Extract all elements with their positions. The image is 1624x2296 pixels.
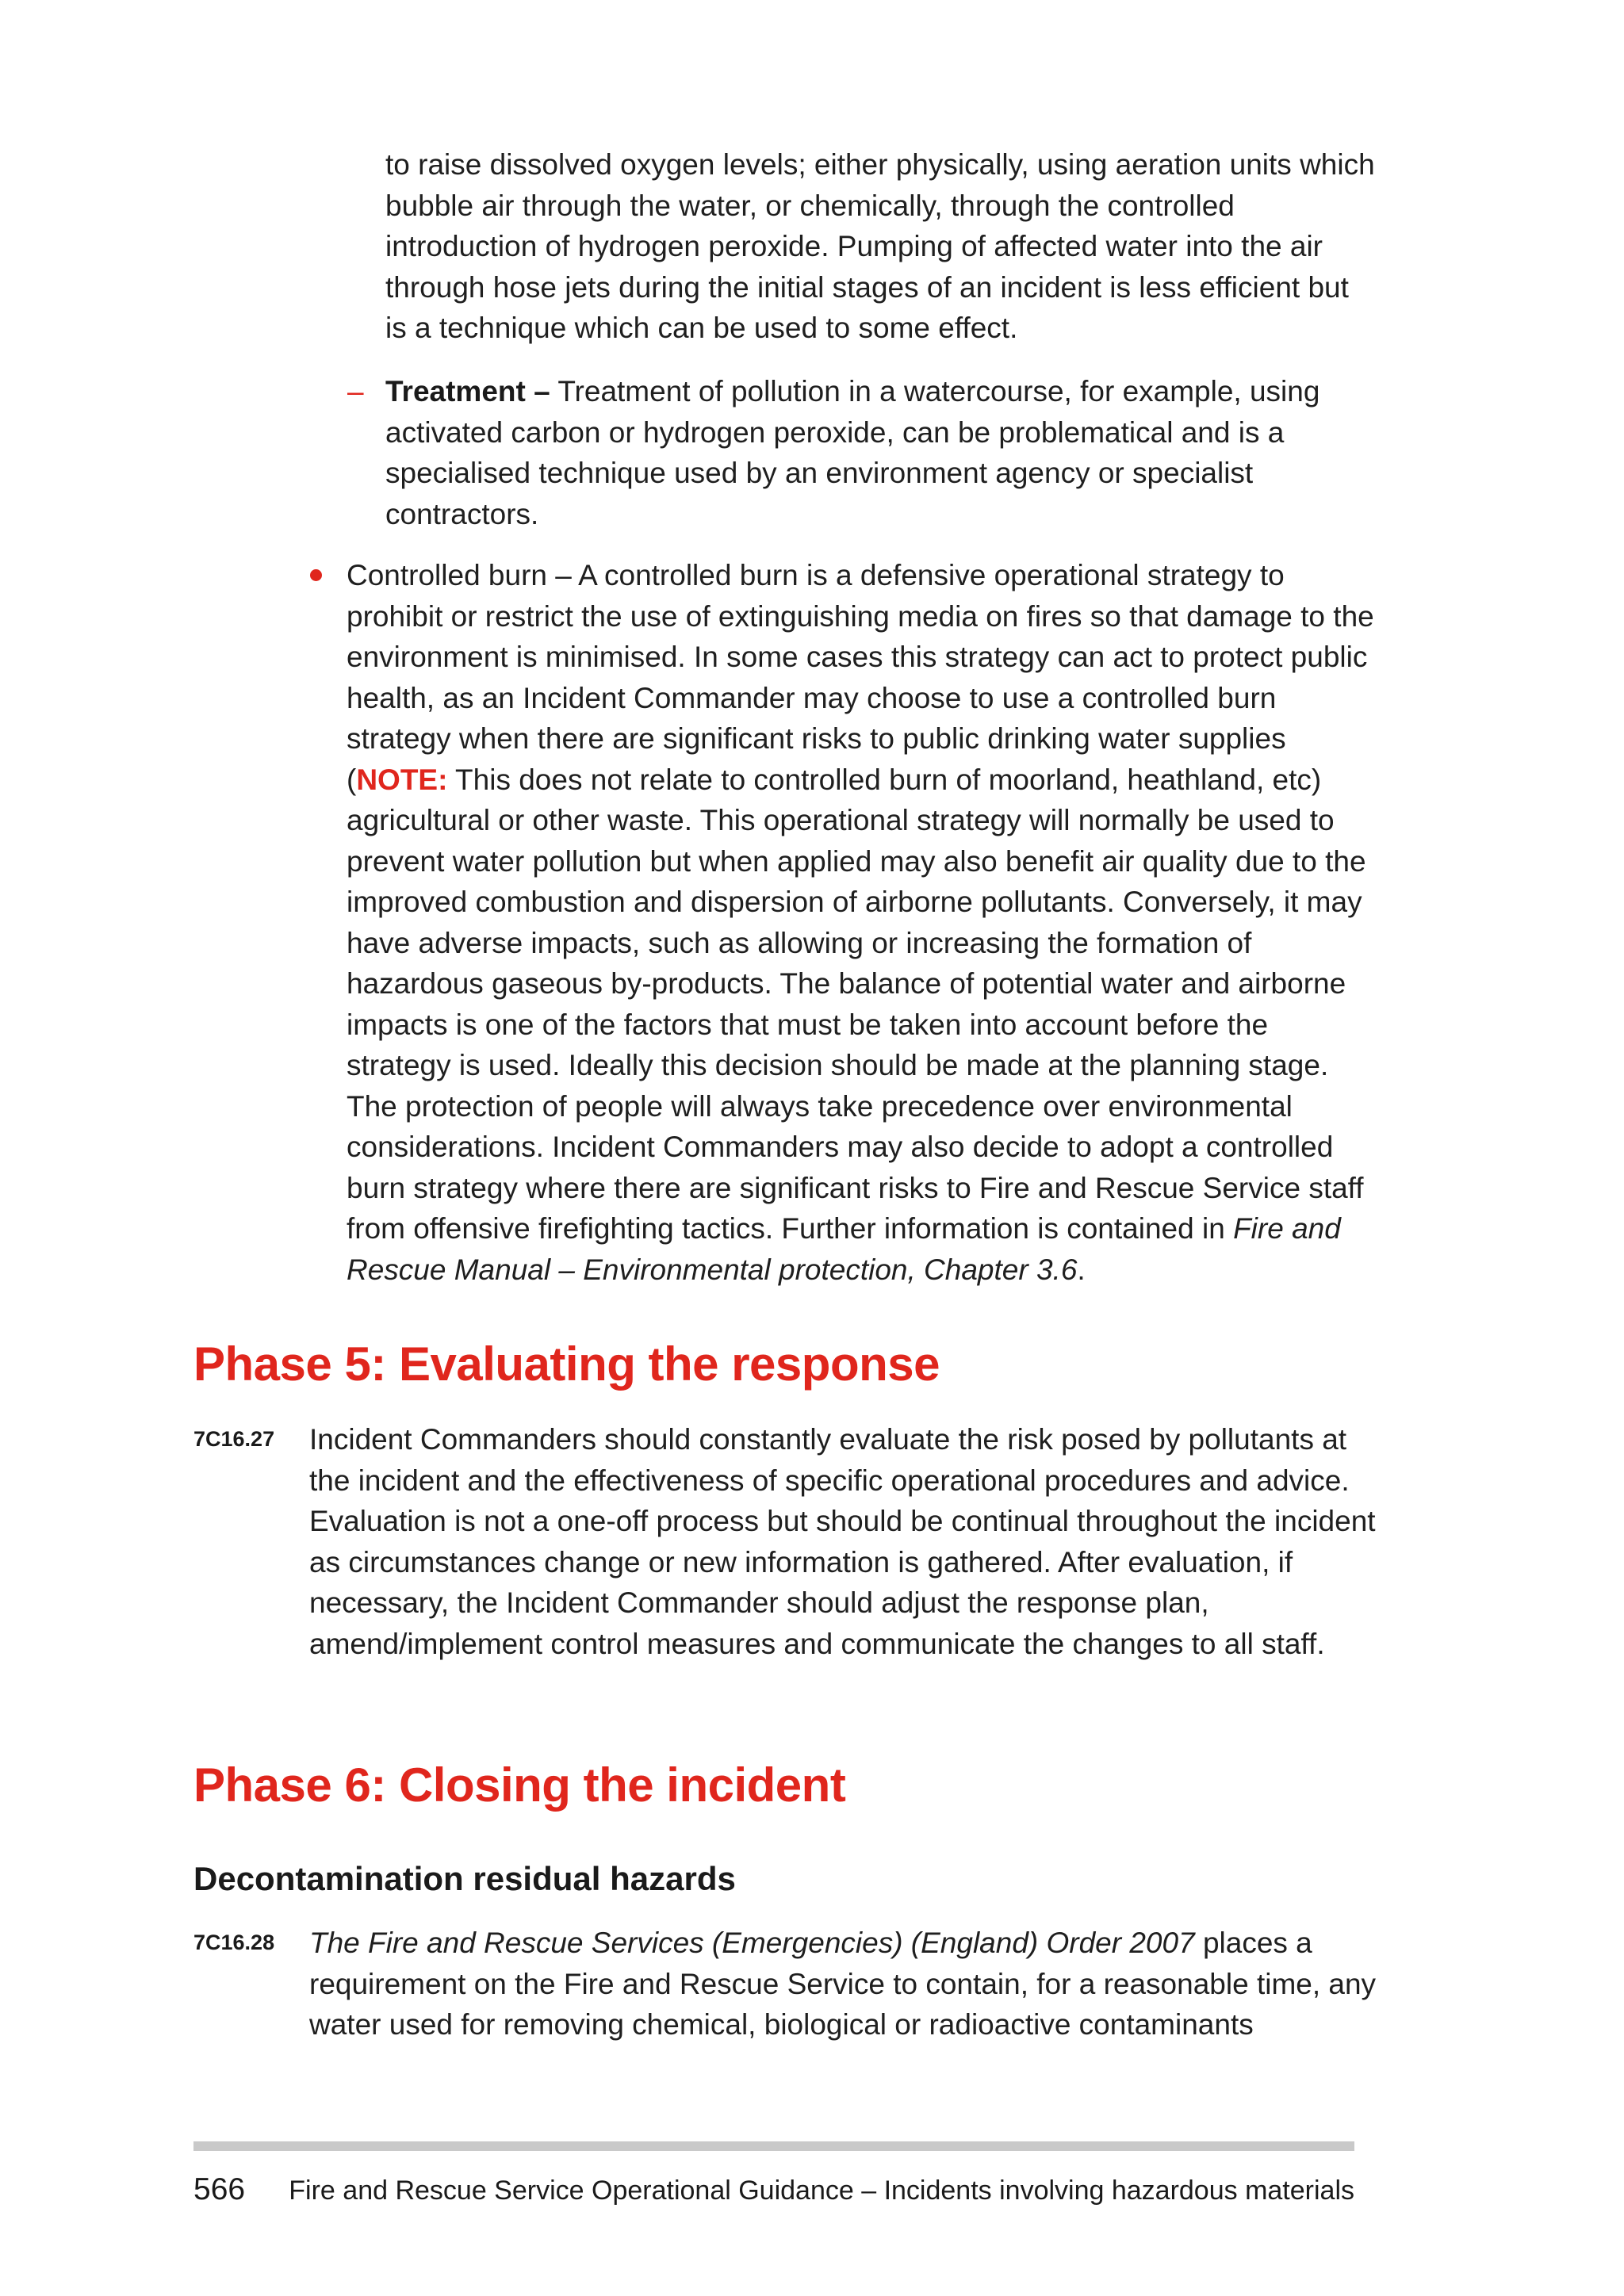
treatment-list-item: [347, 371, 1377, 534]
order-title: The Fire and Rescue Services (Emergencies) (England) Order 2007: [309, 1927, 1195, 1959]
treatment-term: Treatment –: [385, 375, 550, 408]
treatment-text: Treatment of pollution in a watercourse, for example, using activated carbon or hydrogen peroxide, can be problematical and is a specialised technique used by an environment agency or specialist contractors.: [385, 375, 1320, 530]
continuation-text: to raise dissolved oxygen levels; either physically, using aeration units which bubble air through the water, or chemically, through the controlled introduction of hydrogen peroxide. Pumping of affected water into the air through hose jets during the initial stages of an incident is less efficient but is a technique which can be used to some effect.: [385, 148, 1375, 344]
footer-title: Fire and Rescue Service Operational Guidance – Incidents involving hazardous materials: [289, 2175, 1354, 2206]
manual-reference: Fire and Rescue Manual – Environmental protection, Chapter 3.6: [347, 1212, 1341, 1286]
paragraph-number-7c16-28: 7C16.28: [193, 1931, 275, 1954]
controlled-burn-text: Controlled burn – A controlled burn is a defensive operational strategy to prohibit or restrict the use of extinguishing media on fires so that damage to the environment is minimised. In some cases this strategy can act to protect public health, as an Incident Commander may choose to use a controlled burn strategy when there are significant risks to public drinking water supplies (: [347, 559, 1374, 796]
treatment-paragraph: [385, 371, 1377, 534]
page-number: 566: [193, 2172, 246, 2206]
sentence-end: .: [1077, 1253, 1086, 1286]
phase-6-heading: Phase 6: Closing the incident: [193, 1758, 846, 1812]
continuation-paragraph: [385, 144, 1377, 349]
controlled-burn-text-continued: This does not relate to controlled burn of moorland, heathland, etc) agricultural or other waste. This operational strategy will normally be used to prevent water pollution but when applied may also benefit air quality due to the improved combustion and dispersion of airborne pollutants. Conversely, it may have adverse impacts, such as allowing or increasing the formation of hazardous gaseous by-products. The balance of potential water and airborne impacts is one of the factors that must be taken into account before the strategy is used. Ideally this decision should be made at the planning stage. The protection of people will always take precedence over environmental considerations. Incident Commanders may also decide to adopt a controlled burn strategy where there are significant risks to Fire and Rescue Service staff from offensive firefighting tactics. Further information is contained in: [347, 763, 1366, 1245]
decontamination-subheading: Decontamination residual hazards: [193, 1860, 736, 1897]
bullet-marker: [310, 569, 322, 581]
paragraph-number-7c16-27: 7C16.27: [193, 1427, 275, 1451]
note-label: NOTE:: [356, 763, 448, 796]
footer-divider: [193, 2141, 1354, 2151]
phase-5-paragraph: [309, 1419, 1380, 1664]
phase-6-paragraph: [309, 1923, 1380, 2045]
phase-6-text: places a requirement on the Fire and Rescue Service to contain, for a reasonable time, any water used for removing chemical, biological or radioactive contaminants: [309, 1927, 1377, 2041]
phase-5-text: Incident Commanders should constantly evaluate the risk posed by pollutants at the incident and the effectiveness of specific operational procedures and advice. Evaluation is not a one-off process but should be continual throughout the incident as circumstances change or new information is gathered. After evaluation, if necessary, the Incident Commander should adjust the response plan, amend/implement control measures and communicate the changes to all staff.: [309, 1423, 1376, 1660]
phase-5-heading: Phase 5: Evaluating the response: [193, 1337, 940, 1391]
controlled-burn-paragraph: [347, 555, 1377, 1290]
dash-marker: –: [347, 375, 364, 408]
controlled-burn-list-item: [347, 555, 1377, 1290]
